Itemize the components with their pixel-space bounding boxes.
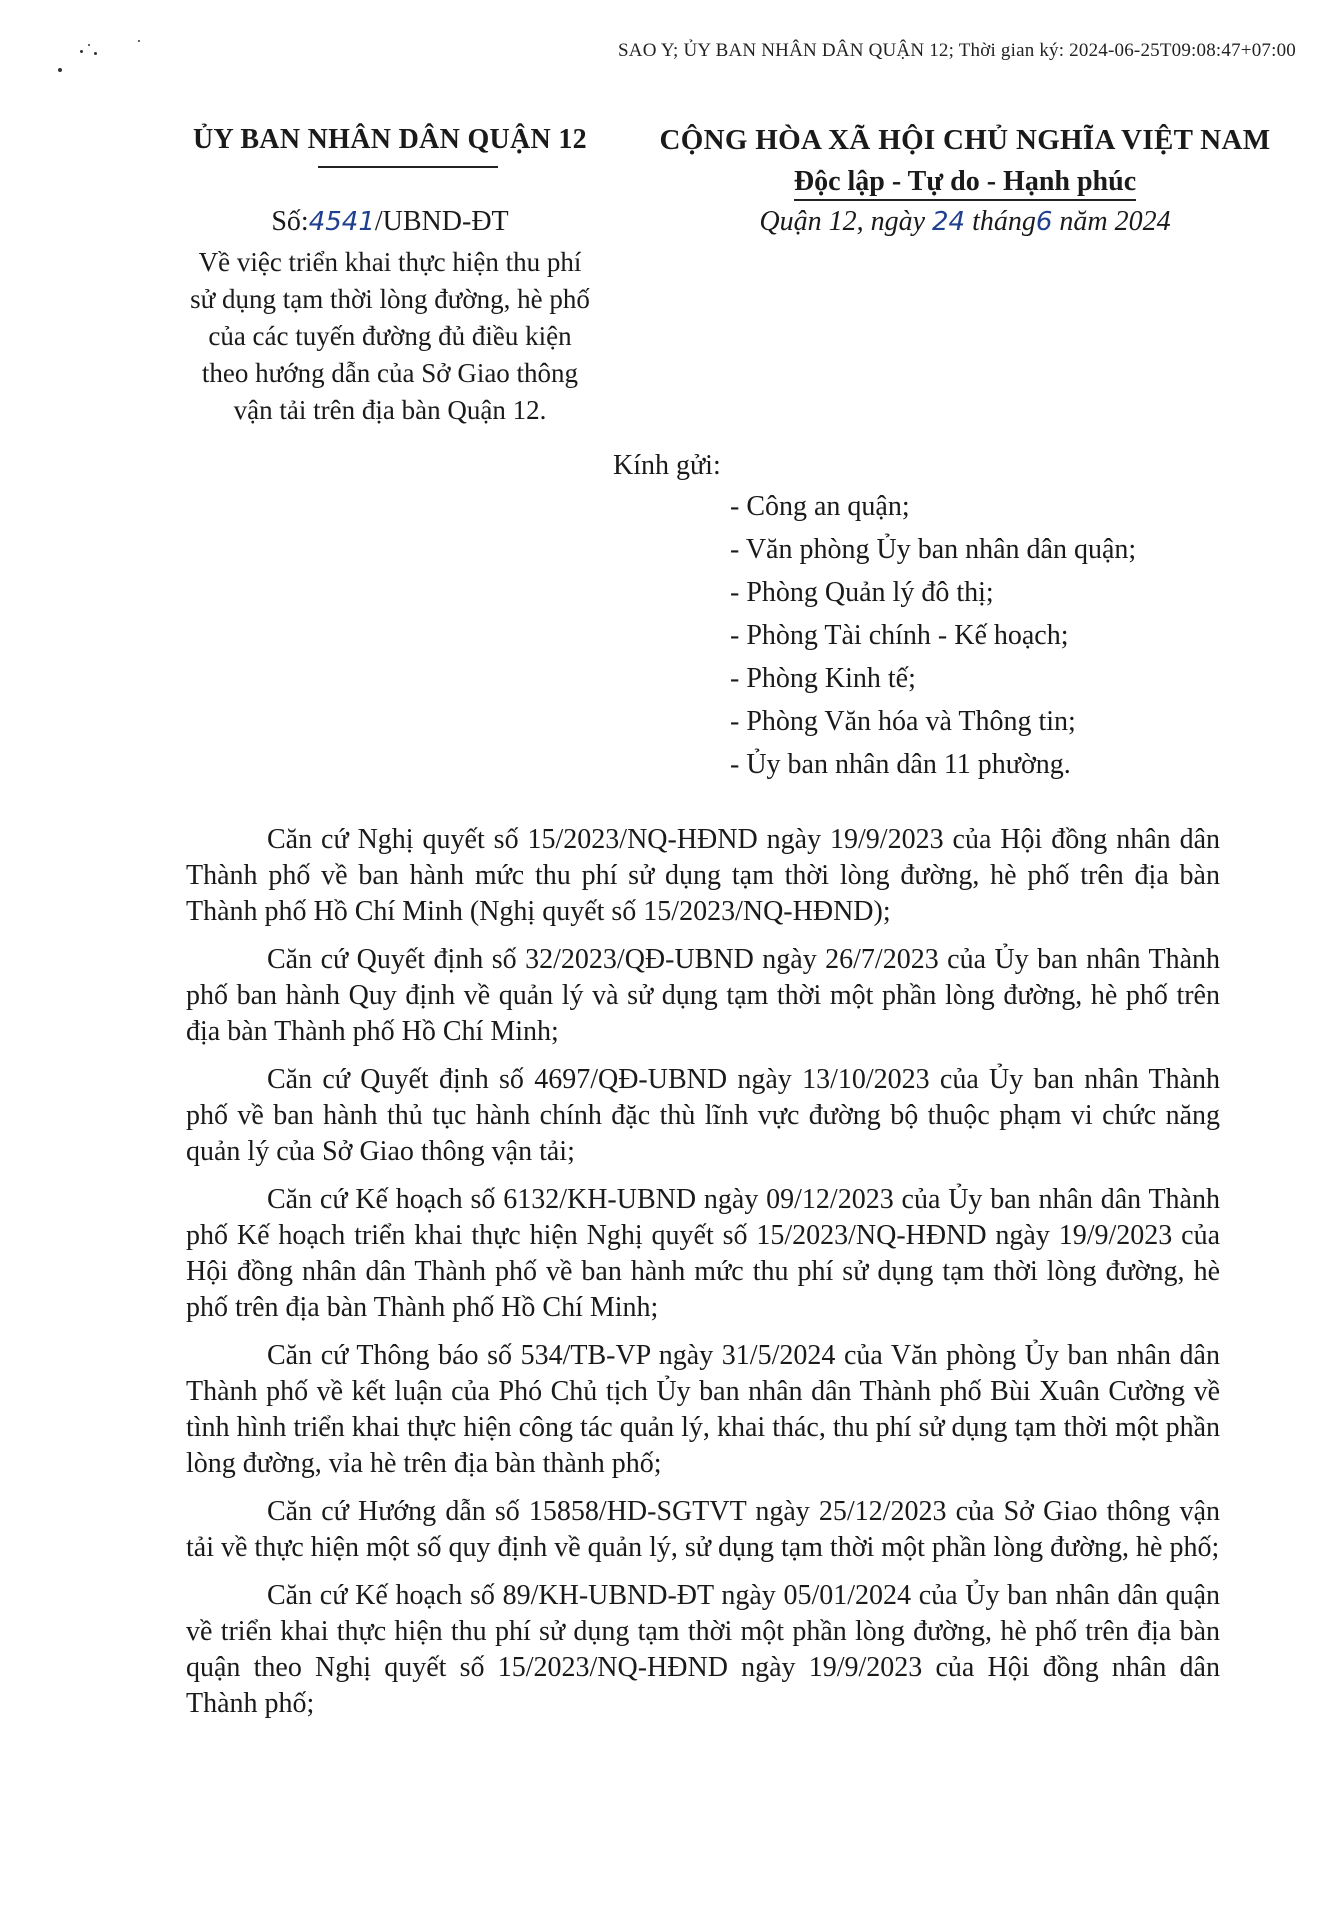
subject-line: Về việc triển khai thực hiện thu phí — [198, 247, 582, 277]
subject-line: của các tuyến đường đủ điều kiện — [208, 321, 572, 351]
document-date — [620, 206, 1310, 238]
recipient-item: - Phòng Quản lý đô thị; — [730, 577, 994, 608]
recipient-item: - Ủy ban nhân dân 11 phường. — [730, 749, 1071, 780]
legal-basis-paragraph: Căn cứ Quyết định số 32/2023/QĐ-UBND ngày 26/7/2023 của Ủy ban nhân Thành phố ban hành Quy định về quản lý và sử dụng tạm thời một phần lòng đường, hè phố trên địa bàn Thành phố Hồ Chí Minh; — [186, 944, 1220, 1047]
motto-text: Độc lập - Tự do - Hạnh phúc — [794, 166, 1136, 201]
date-day-handwritten: 24 — [932, 207, 966, 237]
recipient-item: - Công an quận; — [730, 491, 910, 522]
legal-basis-paragraph: Căn cứ Kế hoạch số 6132/KH-UBND ngày 09/12/2023 của Ủy ban nhân dân Thành phố Kế hoạch triển khai thực hiện Nghị quyết số 15/2023/NQ-HĐND ngày 19/9/2023 của Hội đồng nhân dân Thành phố về ban hành mức thu phí sử dụng tạm thời lòng đường, hè phố trên địa bàn Thành phố Hồ Chí Minh; — [186, 1184, 1220, 1323]
document-body — [186, 822, 1220, 1734]
recipients-label: Kính gửi: — [613, 450, 721, 481]
recipient-item: - Phòng Tài chính - Kế hoạch; — [730, 620, 1069, 651]
doc-number-prefix: Số: — [271, 206, 309, 237]
recipient-item: - Văn phòng Ủy ban nhân dân quận; — [730, 534, 1137, 565]
legal-basis-paragraph: Căn cứ Nghị quyết số 15/2023/NQ-HĐND ngày 19/9/2023 của Hội đồng nhân dân Thành phố về ban hành mức thu phí sử dụng tạm thời lòng đường, hè phố trên địa bàn Thành phố Hồ Chí Minh (Nghị quyết số 15/2023/NQ-HĐND); — [186, 824, 1220, 927]
legal-basis-paragraph: Căn cứ Kế hoạch số 89/KH-UBND-ĐT ngày 05/01/2024 của Ủy ban nhân dân quận về triển khai thực hiện thu phí sử dụng tạm thời một phần lòng đường, hè phố trên địa bàn quận theo Nghị quyết số 15/2023/NQ-HĐND ngày 19/9/2023 của Hội đồng nhân dân Thành phố; — [186, 1580, 1220, 1719]
date-year: năm 2024 — [1052, 206, 1171, 237]
legal-basis-paragraph: Căn cứ Quyết định số 4697/QĐ-UBND ngày 13/10/2023 của Ủy ban nhân Thành phố về ban hành thủ tục hành chính đặc thù lĩnh vực đường bộ thuộc phạm vi chức năng quản lý của Sở Giao thông vận tải; — [186, 1064, 1220, 1167]
document-number — [150, 206, 630, 238]
date-month-handwritten: 6 — [1035, 207, 1053, 237]
legal-basis-paragraph: Căn cứ Thông báo số 534/TB-VP ngày 31/5/2024 của Văn phòng Ủy ban nhân dân Thành phố về kết luận của Phó Chủ tịch Ủy ban nhân dân Thành phố Bùi Xuân Cường về tình hình triển khai thực hiện công tác quản lý, khai thác, thu phí sử dụng tạm thời một phần lòng đường, vỉa hè trên địa bàn thành phố; — [186, 1340, 1220, 1479]
legal-basis-paragraph: Căn cứ Hướng dẫn số 15858/HD-SGTVT ngày 25/12/2023 của Sở Giao thông vận tải về thực hiện một số quy định về quản lý, sử dụng tạm thời một phần lòng đường, hè phố; — [186, 1496, 1220, 1563]
subject-line: vận tải trên địa bàn Quận 12. — [233, 395, 547, 425]
scan-specks — [78, 38, 168, 88]
recipient-item: - Phòng Kinh tế; — [730, 663, 916, 694]
recipient-item: - Phòng Văn hóa và Thông tin; — [730, 706, 1076, 737]
doc-number-handwritten: 4541 — [308, 207, 375, 237]
digital-signature-line: SAO Y; ỦY BAN NHÂN DÂN QUẬN 12; Thời gian ký: 2024-06-25T09:08:47+07:00 — [618, 40, 1296, 61]
date-month-label: tháng — [965, 206, 1036, 237]
agency-underline — [318, 166, 498, 168]
national-motto — [620, 166, 1310, 198]
doc-number-suffix: /UBND-ĐT — [374, 206, 509, 237]
document-subject — [170, 244, 610, 429]
subject-line: sử dụng tạm thời lòng đường, hè phố — [190, 284, 590, 314]
recipients-list — [730, 488, 1136, 789]
national-title: CỘNG HÒA XÃ HỘI CHỦ NGHĨA VIỆT NAM — [659, 124, 1271, 156]
date-prefix: Quận 12, ngày — [759, 206, 932, 237]
issuing-agency: ỦY BAN NHÂN DÂN QUẬN 12 — [193, 124, 587, 155]
subject-line: theo hướng dẫn của Sở Giao thông — [201, 358, 579, 388]
